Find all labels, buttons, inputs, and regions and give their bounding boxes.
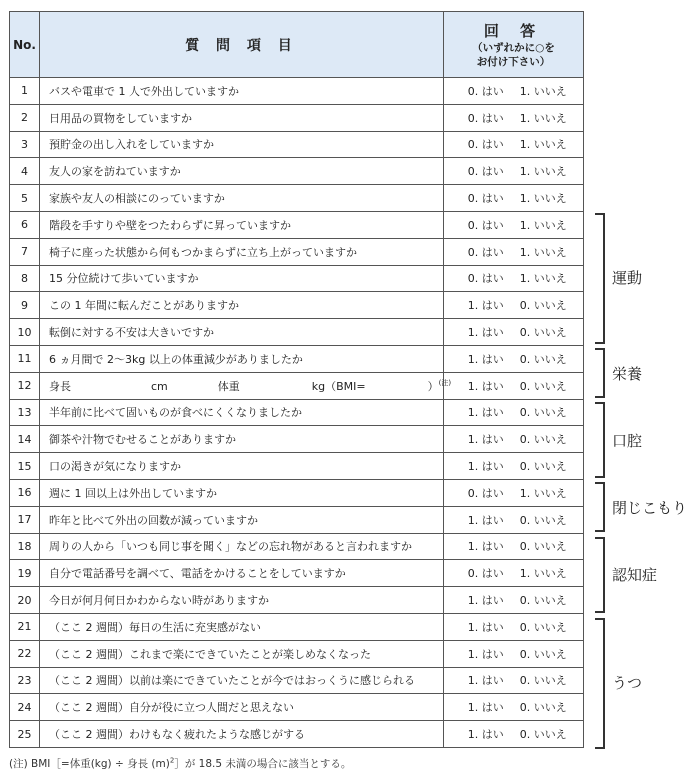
table-row: [10, 506, 584, 533]
category-depression: うつ: [612, 674, 643, 692]
bmi-height-label: 身長: [49, 379, 71, 393]
footnote-sup: 2: [169, 756, 175, 765]
questionnaire-table: [9, 11, 584, 748]
question-text: 預貯金の出し入れをしていますか: [40, 131, 444, 158]
bracket-motor: [595, 213, 605, 344]
table-row: [10, 613, 584, 640]
row-number: 25: [10, 721, 40, 748]
table-row: [10, 560, 584, 587]
question-text: 口の渇きが気になりますか: [40, 453, 444, 480]
footnote: [9, 756, 351, 771]
header-answer-note-2: お付け下さい）: [476, 55, 551, 68]
answer-yes: 0. はい: [444, 131, 514, 158]
table-row: [10, 345, 584, 372]
bracket-depression: [595, 618, 605, 749]
answer-no: 0. いいえ: [514, 292, 584, 319]
answer-no: 0. いいえ: [514, 453, 584, 480]
bracket-housebound: [595, 482, 605, 532]
answer-yes: 1. はい: [444, 613, 514, 640]
answer-no: 1. いいえ: [514, 131, 584, 158]
row-number: 22: [10, 640, 40, 667]
question-text-bmi: [40, 372, 452, 399]
question-text: この 1 年間に転んだことがありますか: [40, 292, 444, 319]
question-text: （ここ 2 週間）以前は楽にできていたことが今ではおっくうに感じられる: [40, 667, 444, 694]
answer-yes: 1. はい: [444, 640, 514, 667]
table-row: [10, 185, 584, 212]
table-row: [10, 292, 584, 319]
question-text: 転倒に対する不安は大きいですか: [40, 319, 444, 346]
question-text: 友人の家を訪ねていますか: [40, 158, 444, 185]
row-number: 12: [10, 372, 40, 399]
row-number: 9: [10, 292, 40, 319]
answer-no: 1. いいえ: [514, 560, 584, 587]
question-text: （ここ 2 週間）毎日の生活に充実感がない: [40, 613, 444, 640]
question-text: （ここ 2 週間）自分が役に立つ人間だと思えない: [40, 694, 444, 721]
category-oral: 口腔: [612, 432, 643, 450]
row-number: 23: [10, 667, 40, 694]
row-number: 20: [10, 587, 40, 614]
answer-yes: 0. はい: [444, 238, 514, 265]
answer-yes: 0. はい: [444, 104, 514, 131]
row-number: 21: [10, 613, 40, 640]
footnote-suffix: ］が 18.5 未満の場合に該当とする。: [174, 758, 352, 770]
answer-yes: 0. はい: [444, 479, 514, 506]
bracket-dementia: [595, 537, 605, 613]
row-number: 6: [10, 211, 40, 238]
table-row: [10, 78, 584, 105]
table-row: [10, 265, 584, 292]
answer-yes: 1. はい: [444, 372, 514, 399]
question-text: 周りの人から「いつも同じ事を聞く」などの忘れ物があると言われますか: [40, 533, 444, 560]
row-number: 18: [10, 533, 40, 560]
header-no: No.: [10, 12, 40, 78]
row-number: 8: [10, 265, 40, 292]
bracket-nutrition: [595, 348, 605, 398]
row-number: 14: [10, 426, 40, 453]
header-answer-title: 回 答: [483, 21, 544, 40]
answer-no: 1. いいえ: [514, 211, 584, 238]
answer-yes: 1. はい: [444, 453, 514, 480]
answer-no: 0. いいえ: [514, 506, 584, 533]
header-row: [10, 12, 584, 78]
answer-no: 1. いいえ: [514, 78, 584, 105]
answer-no: 1. いいえ: [514, 104, 584, 131]
answer-yes: 0. はい: [444, 211, 514, 238]
answer-yes: 1. はい: [444, 292, 514, 319]
table-row: [10, 587, 584, 614]
table-row: [10, 453, 584, 480]
table-row: [10, 131, 584, 158]
bmi-weight-label: 体重: [217, 379, 240, 393]
question-text: 半年前に比べて固いものが食べにくくなりましたか: [40, 399, 444, 426]
answer-yes: 1. はい: [444, 506, 514, 533]
table-row: [10, 372, 584, 399]
question-text: 家族や友人の相談にのっていますか: [40, 185, 444, 212]
question-text: 御茶や汁物でむせることがありますか: [40, 426, 444, 453]
question-text: （ここ 2 週間）わけもなく疲れたような感じがする: [40, 721, 444, 748]
category-nutrition: 栄養: [612, 365, 643, 383]
question-text: 自分で電話番号を調べて、電話をかけることをしていますか: [40, 560, 444, 587]
answer-no: 0. いいえ: [514, 613, 584, 640]
answer-no: 1. いいえ: [514, 479, 584, 506]
bmi-cm: cm: [151, 379, 168, 393]
answer-yes: 1. はい: [444, 694, 514, 721]
question-text: 日用品の買物をしていますか: [40, 104, 444, 131]
table-row: [10, 640, 584, 667]
row-number: 3: [10, 131, 40, 158]
question-text: 15 分位続けて歩いていますか: [40, 265, 444, 292]
footnote-prefix: (注) BMI［=体重(kg) ÷ 身長 (m): [9, 758, 170, 770]
question-text: 昨年と比べて外出の回数が減っていますか: [40, 506, 444, 533]
category-housebound: 閉じこもり: [612, 499, 688, 517]
row-number: 19: [10, 560, 40, 587]
answer-no: 0. いいえ: [514, 667, 584, 694]
category-dementia: 認知症: [612, 566, 658, 584]
row-number: 17: [10, 506, 40, 533]
question-text: 椅子に座った状態から何もつかまらずに立ち上がっていますか: [40, 238, 444, 265]
answer-yes: 0. はい: [444, 560, 514, 587]
answer-yes: 1. はい: [444, 667, 514, 694]
row-number: 4: [10, 158, 40, 185]
answer-no: 0. いいえ: [514, 345, 584, 372]
answer-yes: 1. はい: [444, 399, 514, 426]
row-number: 7: [10, 238, 40, 265]
answer-yes: 0. はい: [444, 265, 514, 292]
answer-no: 0. いいえ: [514, 694, 584, 721]
answer-yes: 0. はい: [444, 185, 514, 212]
answer-yes: 1. はい: [444, 533, 514, 560]
answer-no: 0. いいえ: [514, 721, 584, 748]
row-number: 2: [10, 104, 40, 131]
question-text: 階段を手すりや壁をつたわらずに昇っていますか: [40, 211, 444, 238]
table-row: [10, 426, 584, 453]
table-row: [10, 238, 584, 265]
answer-no: 1. いいえ: [514, 265, 584, 292]
bmi-close: ）: [427, 379, 439, 393]
row-number: 13: [10, 399, 40, 426]
answer-yes: 1. はい: [444, 426, 514, 453]
table-row: [10, 104, 584, 131]
question-text: 週に 1 回以上は外出していますか: [40, 479, 444, 506]
table-row: [10, 667, 584, 694]
row-number: 24: [10, 694, 40, 721]
row-number: 16: [10, 479, 40, 506]
table-row: [10, 319, 584, 346]
answer-no: 0. いいえ: [514, 319, 584, 346]
bmi-note-mark: (注): [438, 379, 452, 387]
table-row: [10, 211, 584, 238]
table-row: [10, 721, 584, 748]
row-number: 1: [10, 78, 40, 105]
answer-no: 0. いいえ: [514, 587, 584, 614]
answer-no: 0. いいえ: [514, 372, 584, 399]
answer-yes: 1. はい: [444, 721, 514, 748]
answer-yes: 0. はい: [444, 78, 514, 105]
table-row: [10, 533, 584, 560]
answer-yes: 1. はい: [444, 319, 514, 346]
answer-no: 1. いいえ: [514, 185, 584, 212]
header-answer-note-1: （いずれかに○を: [472, 41, 555, 54]
answer-no: 0. いいえ: [514, 640, 584, 667]
question-text: （ここ 2 週間）これまで楽にできていたことが楽しめなくなった: [40, 640, 444, 667]
answer-no: 0. いいえ: [514, 426, 584, 453]
header-answer: [444, 12, 584, 78]
table-row: [10, 399, 584, 426]
table-row: [10, 158, 584, 185]
row-number: 10: [10, 319, 40, 346]
answer-no: 1. いいえ: [514, 238, 584, 265]
bmi-kg: kg（BMI=: [311, 379, 366, 393]
answer-yes: 1. はい: [444, 345, 514, 372]
question-text: バスや電車で 1 人で外出していますか: [40, 78, 444, 105]
answer-no: 1. いいえ: [514, 158, 584, 185]
answer-no: 0. いいえ: [514, 399, 584, 426]
row-number: 11: [10, 345, 40, 372]
table-row: [10, 694, 584, 721]
question-text: 6 ヵ月間で 2～3kg 以上の体重減少がありましたか: [40, 345, 444, 372]
answer-no: 0. いいえ: [514, 533, 584, 560]
row-number: 15: [10, 453, 40, 480]
question-text: 今日が何月何日かわからない時がありますか: [40, 587, 444, 614]
answer-yes: 1. はい: [444, 587, 514, 614]
table-row: [10, 479, 584, 506]
row-number: 5: [10, 185, 40, 212]
answer-yes: 0. はい: [444, 158, 514, 185]
header-question: 質 問 項 目: [40, 12, 444, 78]
bracket-oral: [595, 402, 605, 478]
category-motor: 運動: [612, 269, 643, 287]
